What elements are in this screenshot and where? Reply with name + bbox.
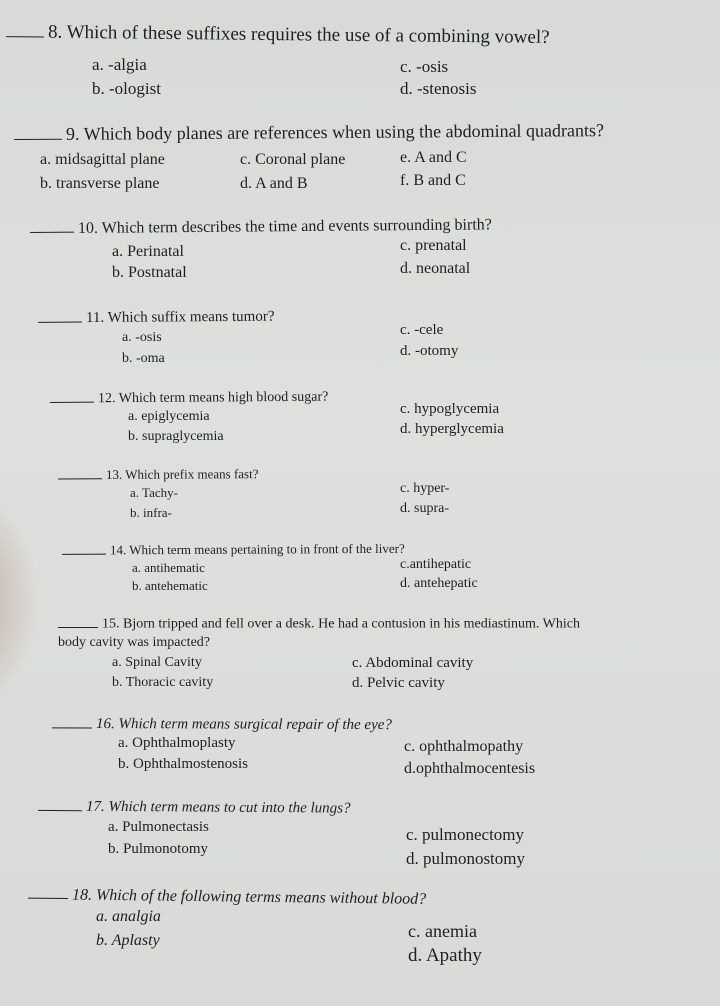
question-number: 14.	[109, 542, 127, 558]
option-a: a. Spinal Cavity	[112, 655, 202, 670]
question-number: 11.	[85, 309, 105, 326]
question-number: 16.	[95, 716, 115, 733]
option-c: c. Abdominal cavity	[352, 655, 474, 671]
answer-blank[interactable]	[58, 614, 98, 628]
question-number: 8.	[47, 21, 63, 43]
option-a: a. midsagittal plane	[40, 151, 165, 168]
question-number: 9.	[65, 123, 80, 144]
answer-blank[interactable]	[52, 713, 92, 728]
question-number: 15.	[102, 616, 120, 632]
option-d: d. pulmonostomy	[406, 849, 526, 868]
option-a: a. Tachy-	[130, 485, 178, 500]
question-number: 12.	[97, 391, 116, 407]
option-a: a. antihematic	[132, 560, 205, 575]
answer-blank[interactable]	[58, 466, 102, 479]
answer-blank[interactable]	[50, 389, 94, 403]
answer-blank[interactable]	[6, 19, 44, 37]
answer-blank[interactable]	[62, 542, 106, 555]
question-text: Which term means to cut into the lungs?	[108, 798, 351, 817]
option-c: c. anemia	[408, 921, 477, 941]
option-b: b. Ophthalmostenosis	[118, 756, 248, 772]
question-text: Which term describes the time and events surrounding birth?	[101, 216, 492, 237]
option-a: a. -osis	[122, 330, 162, 345]
option-c: c.antihepatic	[400, 557, 472, 572]
answer-blank[interactable]	[38, 308, 82, 323]
question-text: Bjorn tripped and fell over a desk. He had a contusion in his mediastinum. Which	[123, 616, 580, 632]
question-text-continued: body cavity was impacted?	[58, 635, 211, 650]
option-c: c. -cele	[400, 322, 444, 338]
option-b: b. Thoracic cavity	[112, 675, 214, 690]
option-a: a. analgia	[96, 908, 161, 925]
option-e: e. A and C	[400, 149, 467, 166]
option-b: b. Aplasty	[96, 932, 160, 949]
option-a: a. -algia	[92, 55, 147, 74]
question-number: 13.	[105, 466, 123, 482]
option-c: c. -osis	[400, 57, 449, 76]
question-text: Which term means surgical repair of the eye?	[118, 716, 392, 734]
answer-blank[interactable]	[28, 884, 68, 900]
question-text: Which prefix means fast?	[125, 466, 259, 482]
option-b: b. antehematic	[132, 578, 208, 593]
option-b: b. Pulmonotomy	[108, 841, 209, 857]
option-b: b. supraglycemia	[128, 429, 224, 444]
option-b: b. infra-	[130, 505, 172, 520]
option-b: b. -oma	[122, 351, 165, 366]
option-c: c. pulmonectomy	[406, 825, 525, 844]
option-d: d. antehepatic	[400, 576, 478, 591]
option-a: a. Ophthalmoplasty	[118, 735, 236, 751]
answer-blank[interactable]	[30, 218, 74, 234]
option-c: c. prenatal	[400, 237, 467, 254]
option-d: d. hyperglycemia	[400, 421, 504, 437]
option-d: d. -otomy	[400, 343, 459, 359]
option-a: a. Pulmonectasis	[108, 819, 209, 835]
answer-blank[interactable]	[14, 123, 62, 141]
question-number: 10.	[77, 219, 99, 237]
option-b: b. -ologist	[92, 79, 161, 98]
option-d: d. supra-	[400, 501, 449, 516]
option-d: d. -stenosis	[400, 79, 477, 98]
option-d: d. A and B	[240, 175, 308, 192]
question-text: Which suffix means tumor?	[107, 308, 275, 326]
question-number: 18.	[71, 886, 93, 904]
option-b: b. transverse plane	[40, 175, 160, 192]
option-a: a. Perinatal	[112, 243, 184, 260]
option-f: f. B and C	[400, 172, 466, 189]
answer-blank[interactable]	[38, 796, 82, 811]
option-c: c. hypoglycemia	[400, 401, 500, 417]
question-text: Which of the following terms means without blood?	[95, 886, 427, 908]
question-text: Which term means pertaining to in front of the liver?	[129, 540, 405, 558]
question-text: Which of these suffixes requires the use of a combining vowel?	[66, 21, 550, 48]
question-number: 17.	[85, 798, 105, 815]
question-text: Which body planes are references when using the abdominal quadrants?	[83, 120, 605, 144]
option-b: b. Postnatal	[112, 264, 187, 281]
option-d: d. neonatal	[400, 260, 471, 277]
option-c: c. hyper-	[400, 481, 450, 496]
option-d: d.ophthalmocentesis	[404, 760, 536, 777]
option-c: c. Coronal plane	[240, 151, 346, 168]
option-d: d. Apathy	[408, 945, 482, 966]
finger-shadow	[0, 480, 40, 720]
option-c: c. ophthalmopathy	[404, 738, 524, 755]
option-d: d. Pelvic cavity	[352, 675, 445, 691]
option-a: a. epiglycemia	[128, 409, 210, 424]
question-text: Which term means high blood sugar?	[118, 389, 329, 407]
